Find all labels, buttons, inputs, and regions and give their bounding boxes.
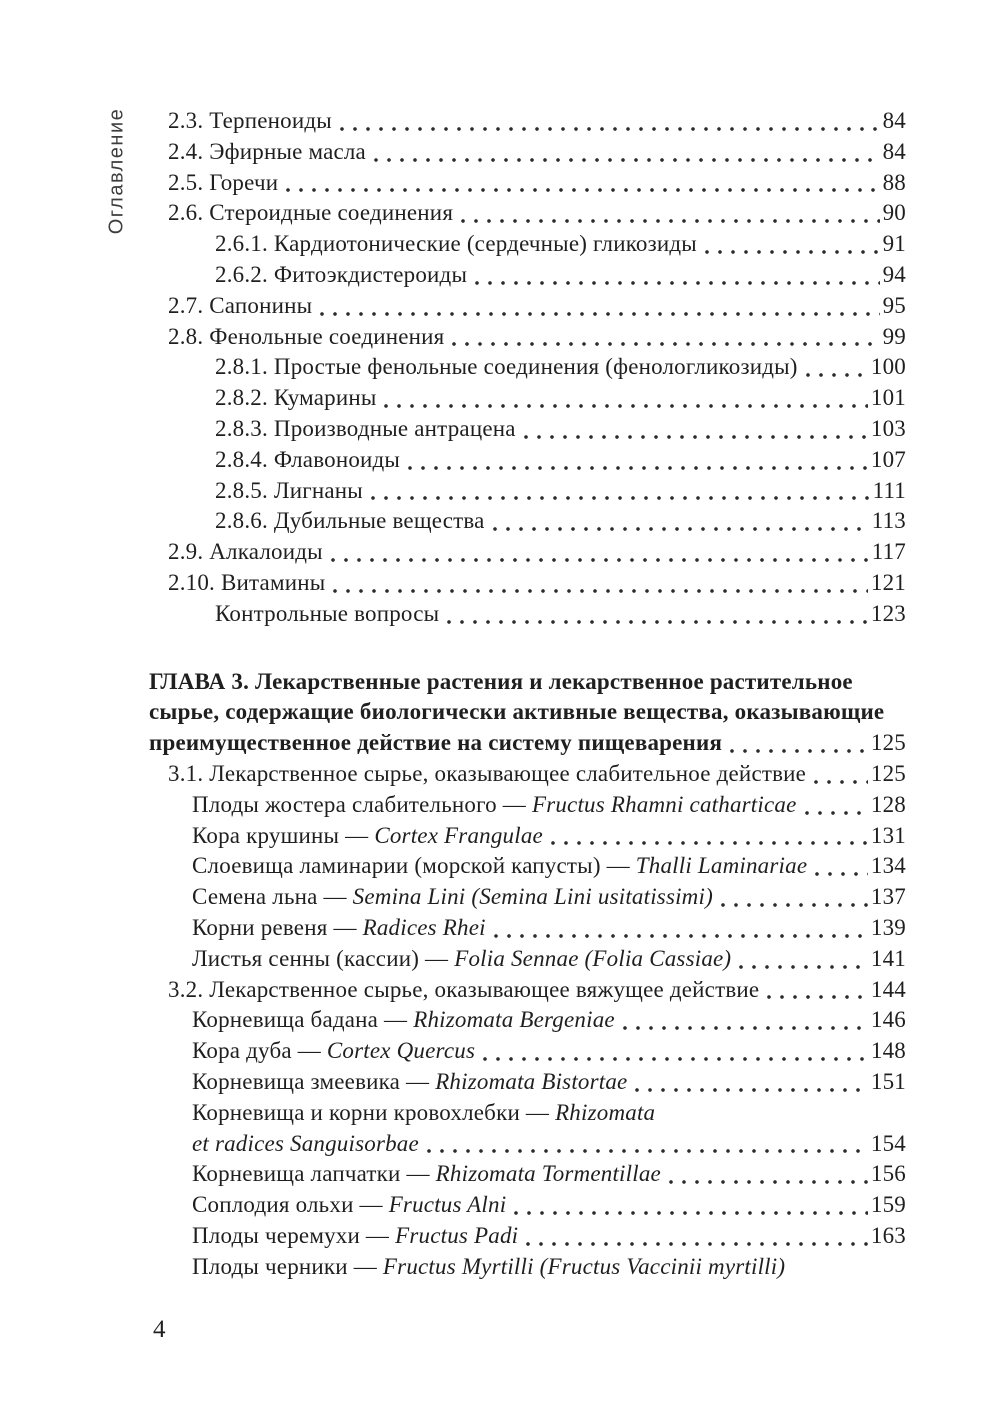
toc-entry xyxy=(149,445,906,476)
toc-entry xyxy=(149,821,906,852)
dot-leader xyxy=(494,934,868,938)
toc-entry-label: 2.10. Витамины xyxy=(168,569,326,595)
toc-entry xyxy=(149,414,906,445)
toc-page-number: 103 xyxy=(870,415,906,441)
dot-leader xyxy=(331,558,869,562)
toc-entry xyxy=(149,1252,906,1283)
dot-leader xyxy=(805,811,868,815)
toc-entry-label: 2.6. Стероидные соединения xyxy=(168,200,454,226)
toc-entry-label xyxy=(192,1129,419,1160)
latin-name: Cortex Quercus xyxy=(326,1038,476,1064)
toc-entry-label: 2.8.2. Кумарины xyxy=(215,385,377,411)
chapter3-heading-line3 xyxy=(149,728,906,759)
dot-leader xyxy=(815,872,868,876)
toc-entry-label: 2.8.3. Производные антрацена xyxy=(215,415,516,441)
toc-page-number: 128 xyxy=(870,791,906,817)
toc-entry xyxy=(149,790,906,821)
toc-page-number: 125 xyxy=(870,760,906,786)
dot-leader xyxy=(814,780,868,784)
dot-leader xyxy=(806,373,868,377)
toc-entry-label: 3.1. Лекарственное сырье, оказывающее слабительное действие xyxy=(168,760,807,786)
latin-name: Radices Rhei xyxy=(362,914,486,940)
toc-entry xyxy=(149,759,906,790)
latin-name: Rhizomata xyxy=(555,1099,656,1125)
toc-page-number: 99 xyxy=(882,323,906,349)
dot-leader xyxy=(371,496,870,500)
toc-entry-label: Семена льна — Semina Lini (Semina Lini usitatissimi) xyxy=(192,884,713,910)
toc-page-number: 84 xyxy=(882,138,906,164)
toc-entry-label: 2.8.6. Дубильные вещества xyxy=(215,508,485,534)
toc-entry-label: 2.6.1. Кардиотонические (сердечные) гликозиды xyxy=(215,231,697,257)
toc-page-number: 163 xyxy=(870,1222,906,1248)
toc-entry-label: 2.8.5. Лигнаны xyxy=(215,477,363,503)
toc-entry-label: Плоды черемухи — Fructus Padi xyxy=(192,1222,519,1248)
toc-page-number: 90 xyxy=(882,200,906,226)
toc-page-number: 151 xyxy=(870,1068,906,1094)
toc-page-number: 137 xyxy=(870,884,906,910)
dot-leader xyxy=(635,1088,867,1092)
toc-entry xyxy=(149,599,906,630)
toc-entry-label: Плоды жостера слабительного — Fructus Rhamni catharticae xyxy=(192,791,797,817)
toc-entry-label: 3.2. Лекарственное сырье, оказывающее вяжущее действие xyxy=(168,976,760,1002)
toc-entry xyxy=(149,944,906,975)
toc-entry xyxy=(149,291,906,322)
latin-name: Cortex Frangulae xyxy=(374,822,543,848)
toc-entry xyxy=(149,476,906,507)
toc-entry xyxy=(149,352,906,383)
toc-section-chapter2 xyxy=(149,106,906,630)
chapter3-heading-line2: сырье, содержащие биологически активные вещества, оказывающие xyxy=(149,699,885,725)
toc-page-number: 107 xyxy=(870,446,906,472)
latin-name: Fructus Alni xyxy=(388,1192,507,1218)
toc-entry-label: 2.5. Горечи xyxy=(168,169,279,195)
toc-page-number: 156 xyxy=(870,1161,906,1187)
toc-entry-label: Соплодия ольхи — Fructus Alni xyxy=(192,1192,507,1218)
latin-name: Thalli Laminariae xyxy=(635,853,808,879)
toc-page-number: 94 xyxy=(882,261,906,287)
toc-entry xyxy=(149,1005,906,1036)
toc-entry-label: Корневища и корни кровохлебки — Rhizomata xyxy=(192,1099,656,1125)
chapter3-heading-text: преимущественное действие на систему пищеварения xyxy=(149,730,723,756)
toc-page-number: 121 xyxy=(870,569,906,595)
dot-leader xyxy=(669,1180,868,1184)
dot-leader xyxy=(340,127,880,131)
toc-entry xyxy=(149,1221,906,1252)
chapter3-heading xyxy=(149,667,906,759)
dot-leader xyxy=(452,342,879,346)
toc-page-number: 146 xyxy=(870,1007,906,1033)
toc-page-number: 154 xyxy=(870,1130,906,1156)
dot-leader xyxy=(384,404,867,408)
toc-page-number: 84 xyxy=(882,108,906,133)
toc-entry xyxy=(149,260,906,291)
dot-leader xyxy=(551,841,868,845)
dot-leader xyxy=(730,749,868,753)
dot-leader xyxy=(320,312,879,316)
toc-page-number: 91 xyxy=(882,231,906,257)
toc-entry xyxy=(149,506,906,537)
dot-leader xyxy=(447,620,868,624)
toc-entry xyxy=(149,198,906,229)
toc-page-number: 144 xyxy=(870,976,906,1002)
latin-name: Rhizomata Bistortae xyxy=(435,1068,628,1094)
toc-entry xyxy=(149,1159,906,1190)
latin-name: Fructus Rhamni catharticae xyxy=(531,791,797,817)
toc-page-number: 159 xyxy=(870,1192,906,1218)
toc-entry-label: Кора крушины — Cortex Frangulae xyxy=(192,822,543,848)
latin-name: Folia Sennae (Folia Cassiae) xyxy=(454,945,732,971)
toc-entry xyxy=(149,568,906,599)
toc-entry-label: 2.7. Сапонины xyxy=(168,292,313,318)
toc-page-number: 111 xyxy=(872,477,906,503)
dot-leader xyxy=(721,903,868,907)
toc-entry-label: 2.8. Фенольные соединения xyxy=(168,323,445,349)
toc-page-number: 95 xyxy=(882,292,906,318)
dot-leader xyxy=(427,1149,868,1153)
latin-name: Semina Lini (Semina Lini usitatissimi) xyxy=(352,884,713,910)
toc-entry xyxy=(149,322,906,353)
toc-entry xyxy=(149,913,906,944)
toc-page-number: 88 xyxy=(882,169,906,195)
toc-entry-label: Кора дуба — Cortex Quercus xyxy=(192,1038,476,1064)
dot-leader xyxy=(374,158,880,162)
dot-leader xyxy=(483,1057,868,1061)
toc-page-number: 117 xyxy=(871,539,906,565)
toc-entry xyxy=(149,106,906,137)
toc-entry xyxy=(149,975,906,1006)
toc-entry xyxy=(149,137,906,168)
margin-label-oglavlenie: Оглавление xyxy=(105,107,128,235)
page-folio-number: 4 xyxy=(153,1316,166,1343)
chapter3-heading-line1: ГЛАВА 3. Лекарственные растения и лекарственное растительное xyxy=(149,668,853,694)
toc-entry xyxy=(149,1067,906,1098)
toc-entry xyxy=(149,1098,906,1129)
toc-entry-label: Корневища лапчатки — Rhizomata Tormentillae xyxy=(192,1161,661,1187)
dot-leader xyxy=(623,1026,868,1030)
toc-entry-label: 2.9. Алкалоиды xyxy=(168,539,323,565)
latin-name: Rhizomata Tormentillae xyxy=(435,1161,661,1187)
toc-entry xyxy=(149,882,906,913)
toc-entry xyxy=(149,229,906,260)
toc-page-number: 141 xyxy=(870,945,906,971)
toc-page-number: 101 xyxy=(870,385,906,411)
dot-leader xyxy=(333,589,868,593)
toc-page-number: 123 xyxy=(870,600,906,626)
dot-leader xyxy=(493,527,869,531)
toc-entry-label: Корневища змеевика — Rhizomata Bistortae xyxy=(192,1068,628,1094)
dot-leader xyxy=(767,995,868,999)
latin-name: Rhizomata Bergeniae xyxy=(413,1007,615,1033)
toc-entry-label: 2.4. Эфирные масла xyxy=(168,138,366,164)
toc-entry-label: 2.8.1. Простые фенольные соединения (фенологликозиды) xyxy=(215,354,798,380)
dot-leader xyxy=(705,250,880,254)
toc-entry xyxy=(149,168,906,199)
toc-entry-label: Слоевища ламинарии (морской капусты) — Thalli Laminariae xyxy=(192,853,808,879)
toc-page-number: 125 xyxy=(870,730,906,756)
dot-leader xyxy=(526,1242,868,1246)
dot-leader xyxy=(739,965,868,969)
toc-entry-label: Листья сенны (кассии) — Folia Sennae (Folia Cassiae) xyxy=(192,945,732,971)
toc-entry xyxy=(149,383,906,414)
toc-page-number: 113 xyxy=(871,508,906,534)
toc-page-number: 139 xyxy=(870,914,906,940)
toc-entry xyxy=(149,1129,906,1160)
toc-page-number: 148 xyxy=(870,1038,906,1064)
toc-entry-label: Корни ревеня — Radices Rhei xyxy=(192,914,486,940)
toc-section-chapter3 xyxy=(149,759,906,1283)
dot-leader xyxy=(286,188,879,192)
toc-entry xyxy=(149,537,906,568)
toc-entry-label: Контрольные вопросы xyxy=(215,600,440,626)
dot-leader xyxy=(514,1211,868,1215)
latin-name: Fructus Myrtilli (Fructus Vaccinii myrtilli) xyxy=(382,1253,786,1279)
toc-entry-label: 2.6.2. Фитоэкдистероиды xyxy=(215,261,468,287)
toc-page-number: 131 xyxy=(870,822,906,848)
dot-leader xyxy=(461,219,879,223)
toc-entry xyxy=(149,1036,906,1067)
toc-page-number: 134 xyxy=(870,853,906,879)
table-of-contents xyxy=(149,106,906,1282)
dot-leader xyxy=(524,435,868,439)
latin-name: Fructus Padi xyxy=(395,1222,519,1248)
toc-page-number: 100 xyxy=(870,354,906,380)
toc-entry-label: 2.8.4. Флавоноиды xyxy=(215,446,401,472)
dot-leader xyxy=(475,281,879,285)
toc-entry xyxy=(149,851,906,882)
toc-entry-label: 2.3. Терпеноиды xyxy=(168,108,332,133)
toc-entry-label: Плоды черники — Fructus Myrtilli (Fructus Vaccinii myrtilli) xyxy=(192,1253,786,1279)
latin-name: et radices Sanguisorbae xyxy=(192,1130,419,1156)
toc-entry xyxy=(149,1190,906,1221)
dot-leader xyxy=(408,466,868,470)
toc-entry-label: Корневища бадана — Rhizomata Bergeniae xyxy=(192,1007,615,1033)
